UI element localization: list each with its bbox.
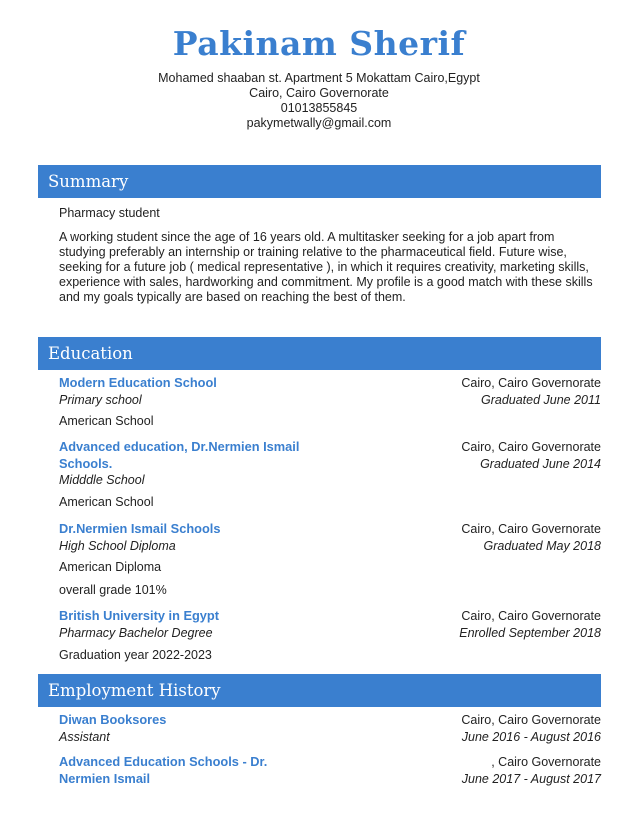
education-heading: Education [38,337,601,370]
entry-location: Cairo, Cairo Governorate [461,376,601,390]
education-note: American School [59,414,154,428]
employment-heading: Employment History [38,674,601,707]
degree-name: High School Diploma [59,538,176,553]
entry-location: Cairo, Cairo Governorate [461,440,601,454]
school-name: British University in Egypt [59,608,219,623]
entry-date: Graduated May 2018 [483,538,601,553]
entry-date: Graduated June 2011 [480,392,601,407]
school-name: Modern Education School [59,375,217,390]
school-name: Advanced education, Dr.Nermien Ismail Schools. [59,439,300,471]
entry-location: Cairo, Cairo Governorate [461,522,601,536]
education-entry [59,375,601,408]
company-name: Advanced Education Schools - Dr. Nermien Ismail [59,754,268,786]
degree-name: Midddle School [59,473,145,487]
education-note: Graduation year 2022-2023 [59,648,212,662]
entry-location: Cairo, Cairo Governorate [461,713,601,727]
address-line: Mohamed shaaban st. Apartment 5 Mokattam Cairo,Egypt [158,71,480,85]
school-name: Dr.Nermien Ismail Schools [59,521,221,536]
education-entry [59,439,601,488]
education-note: overall grade 101% [59,583,167,597]
summary-heading: Summary [38,165,601,198]
summary-paragraph: A working student since the age of 16 years old. A multitasker seeking for a job apart from studying preferably an internship or training relative to the pharmaceutical field. Future wise, seeking for a future job ( medical representative ), in which it requires creativity, marketing skills, experience with sales, hardworking and commitment. My profile is a good match with these skills and my goals typically are based on reaching the best of them. [59,230,593,304]
city-line: Cairo, Cairo Governorate [249,86,389,100]
job-role: Assistant [59,729,110,744]
resume-header [0,0,638,131]
phone-line: 01013855845 [280,101,358,115]
degree-name: Pharmacy Bachelor Degree [59,625,213,640]
employment-entry [59,712,601,745]
summary-section [59,206,601,305]
entry-date: June 2017 - August 2017 [461,771,601,786]
entry-location: , Cairo Governorate [491,755,601,769]
email-line: pakymetwally@gmail.com [246,116,392,130]
education-entry [59,521,601,554]
education-entry [59,608,601,641]
summary-title: Pharmacy student [59,206,160,220]
education-note: American School [59,495,154,509]
entry-date: Enrolled September 2018 [459,625,601,640]
degree-name: Primary school [59,392,142,407]
entry-date: June 2016 - August 2016 [461,729,601,744]
entry-location: Cairo, Cairo Governorate [461,609,601,623]
candidate-name: Pakinam Sherif [172,24,466,63]
company-name: Diwan Booksores [59,712,167,727]
employment-entry [59,754,601,787]
entry-date: Graduated June 2014 [480,456,601,471]
education-note: American Diploma [59,560,162,574]
